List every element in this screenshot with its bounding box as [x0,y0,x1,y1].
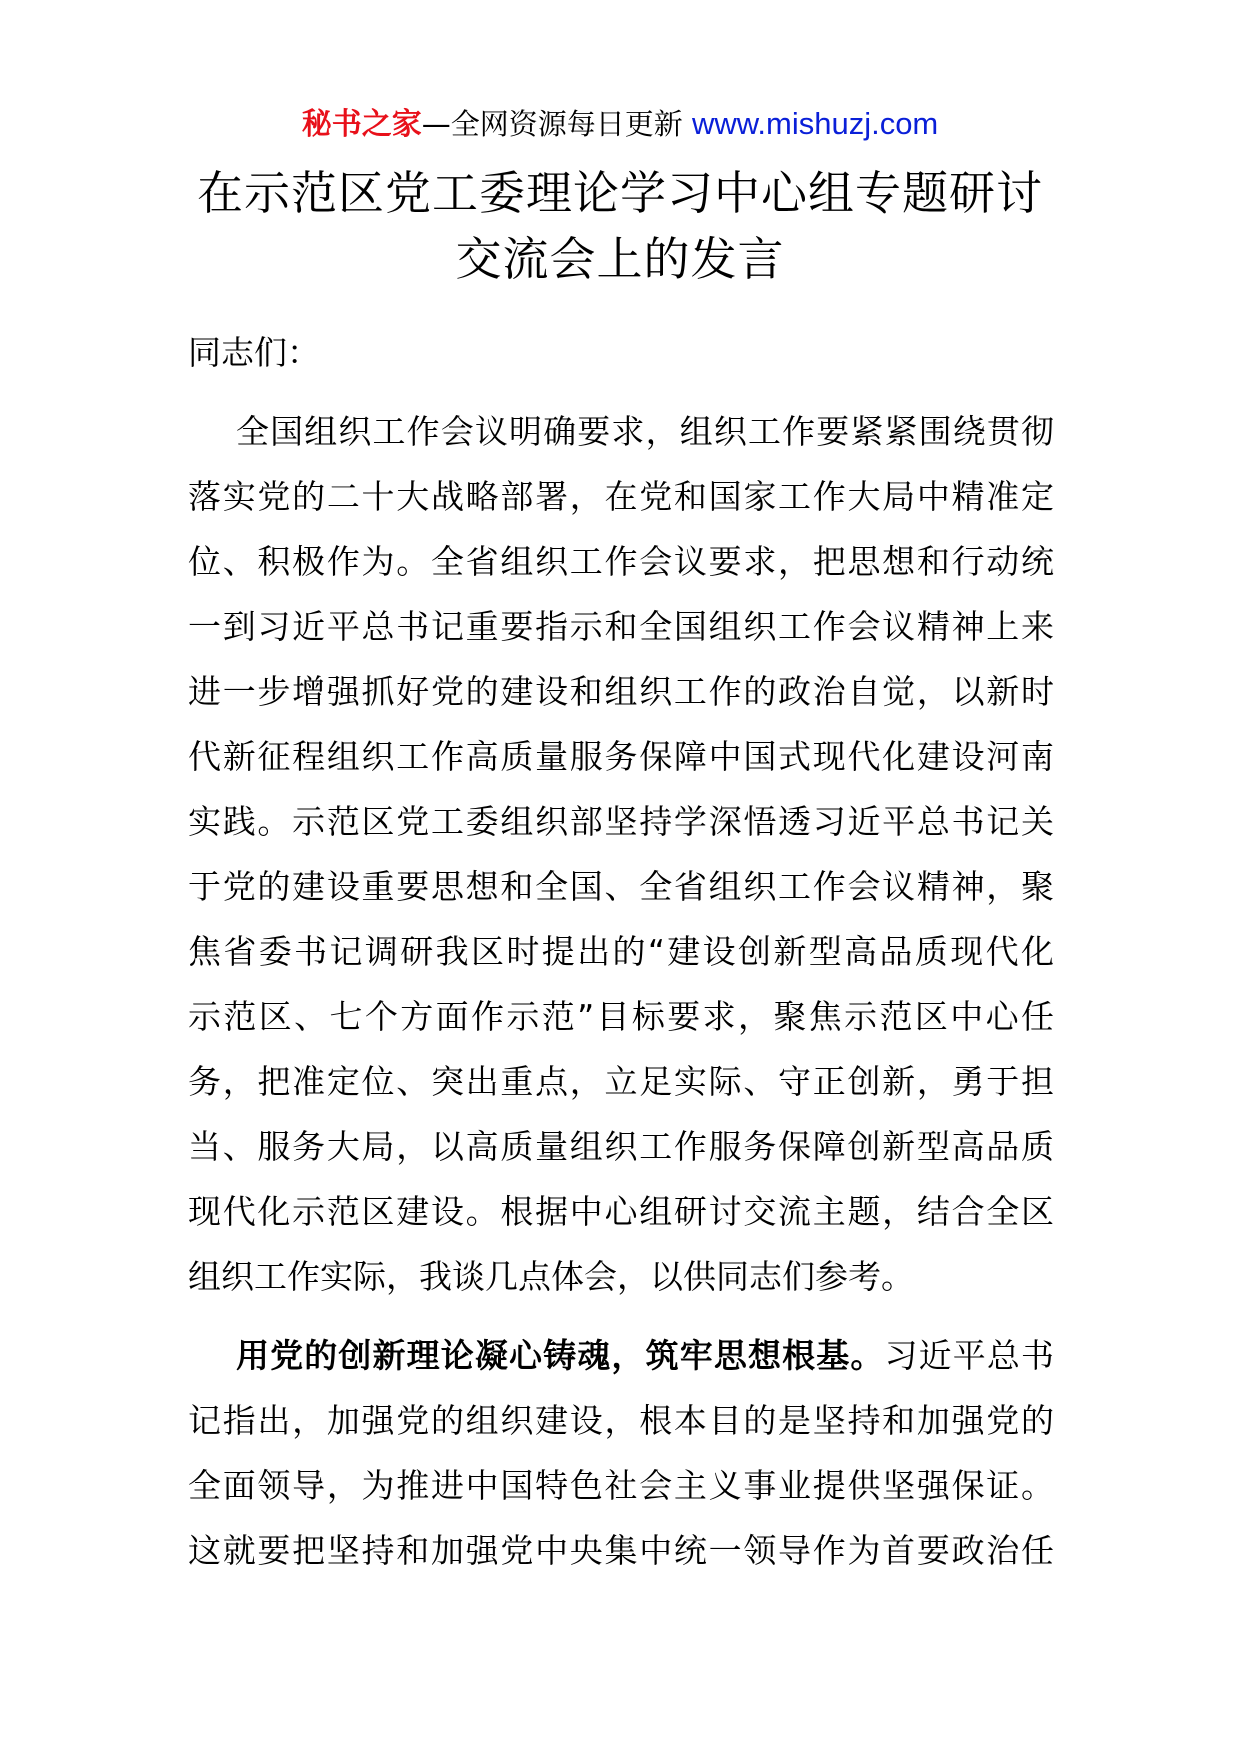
paragraph-section-1 [188,1323,1054,1583]
paragraph-line: 记指出，加强党的组织建设，根本目的是坚持和加强党的 [188,1401,1054,1440]
paragraph-line: 位、积极作为。全省组织工作会议要求，把思想和行动统 [188,542,1054,581]
paragraph-line: 一到习近平总书记重要指示和全国组织工作会议精神上来 [188,607,1054,646]
document-body [188,320,1054,1597]
salutation: 同志们： [188,333,320,372]
header-tagline: —全网资源每日更新 [421,107,692,141]
paragraph-line [188,1323,1054,1388]
paragraph-line: 实践。示范区党工委组织部坚持学深悟透习近平总书记关 [188,802,1054,841]
site-header [0,104,1240,145]
brand-name: 秘书之家 [301,107,422,142]
document-title [150,160,1090,292]
paragraph-intro [188,399,1054,1309]
paragraph-line: 当、服务大局，以高质量组织工作服务保障创新型高品质 [188,1127,1054,1166]
section-heading-continuation: 习近平总书 [884,1336,1055,1375]
paragraph-line: 现代化示范区建设。根据中心组研讨交流主题，结合全区 [188,1192,1054,1231]
paragraph-line: 落实党的二十大战略部署，在党和国家工作大局中精准定 [188,477,1054,516]
paragraph-line: 这就要把坚持和加强党中央集中统一领导作为首要政治任 [188,1531,1054,1570]
paragraph-line: 组织工作实际，我谈几点体会，以供同志们参考。 [188,1257,914,1296]
paragraph-line: 代新征程组织工作高质量服务保障中国式现代化建设河南 [188,737,1054,776]
paragraph-line: 全国组织工作会议明确要求，组织工作要紧紧围绕贯彻 [236,412,1054,451]
site-url[interactable]: www.mishuzj.com [691,106,939,141]
title-line-1: 在示范区党工委理论学习中心组专题研讨 [197,166,1043,220]
paragraph-line: 示范区、七个方面作示范”目标要求，聚焦示范区中心任 [188,997,1054,1036]
paragraph-line: 于党的建设重要思想和全国、全省组织工作会议精神，聚 [188,867,1054,906]
paragraph-line: 焦省委书记调研我区时提出的“建设创新型高品质现代化 [188,932,1054,971]
paragraph-line: 全面领导，为推进中国特色社会主义事业提供坚强保证。 [188,1466,1054,1505]
paragraph-line: 务，把准定位、突出重点，立足实际、守正创新，勇于担 [188,1062,1054,1101]
section-heading: 用党的创新理论凝心铸魂，筑牢思想根基。 [236,1336,885,1375]
title-line-2: 交流会上的发言 [455,232,785,286]
paragraph-line: 进一步增强抓好党的建设和组织工作的政治自觉，以新时 [188,672,1054,711]
